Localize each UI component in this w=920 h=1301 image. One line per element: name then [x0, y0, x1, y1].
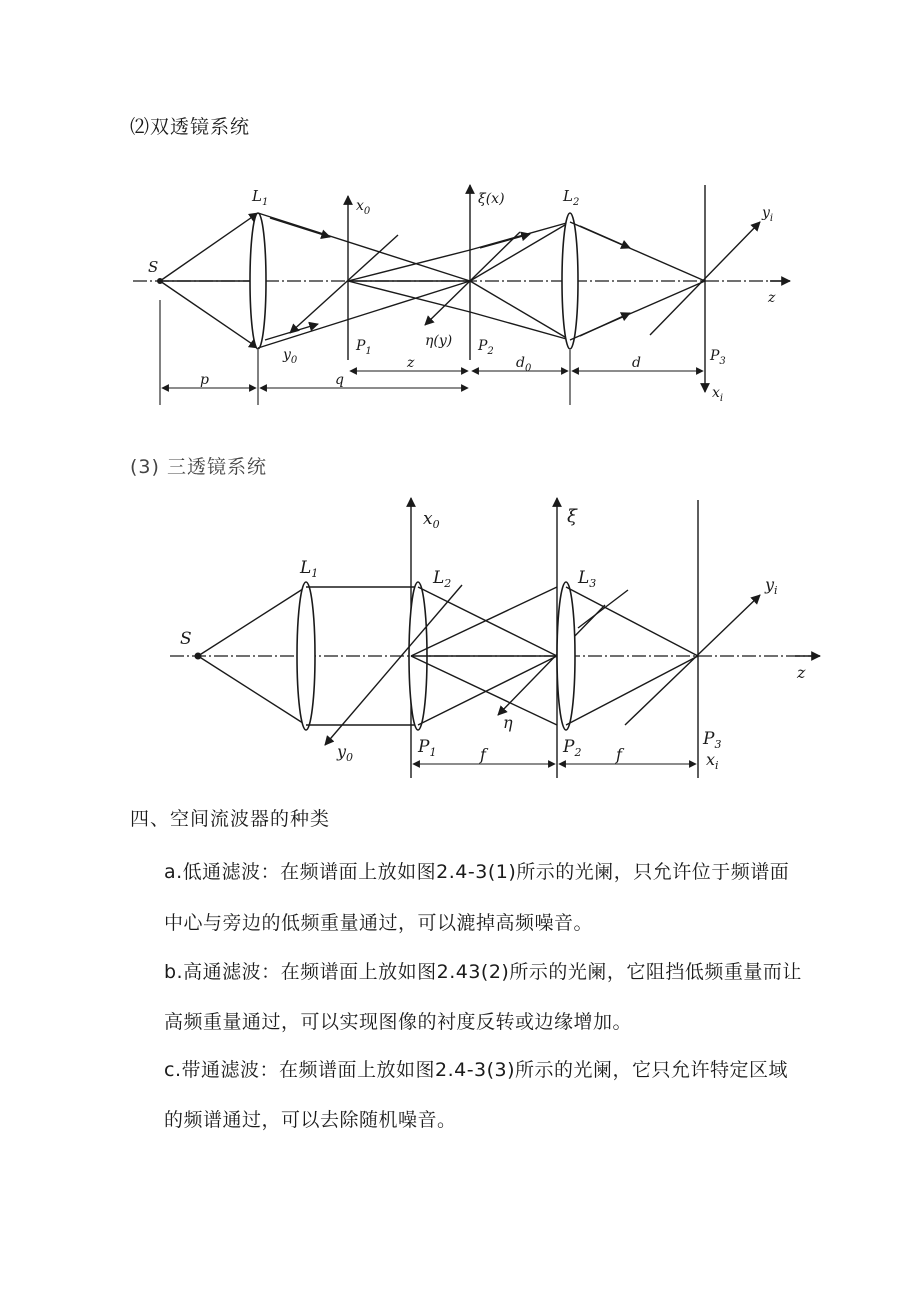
label-s: S [148, 258, 159, 276]
label-y0: $y_0$ [283, 347, 298, 366]
label-l2: $L_2$ [563, 187, 580, 208]
section-heading-filter-types: 四、空间流波器的种类 [130, 808, 331, 830]
label-p1: $P_1$ [356, 338, 372, 357]
label-xi-2: $x_i$ [706, 750, 719, 772]
label-p2-2: $P_2$ [563, 737, 582, 759]
label-p3-2: $P_3$ [703, 729, 722, 751]
lens-l1-2 [297, 582, 315, 730]
label-yi: $y_i$ [762, 205, 774, 224]
label-xi-x: ξ(x) [478, 191, 505, 207]
section-heading-triple-lens: (3) 三透镜系统 [130, 456, 267, 478]
label-eta: η [503, 713, 513, 732]
label-p2: $P_2$ [478, 338, 494, 357]
label-l2-2: $L_2$ [433, 568, 452, 590]
label-p3: $P_3$ [710, 348, 726, 367]
section-heading-double-lens: ⑵双透镜系统 [130, 116, 251, 138]
label-p-dist: p [200, 372, 209, 388]
label-d-dist: d [632, 355, 641, 371]
label-xi-top: ξ [567, 506, 577, 527]
label-l1: $L_1$ [252, 187, 269, 208]
filter-a-line1: a.低通滤波：在频谱面上放如图2.4-3(1)所示的光阑，只允许位于频谱面 [164, 861, 790, 883]
label-z-axis-2: z [797, 663, 806, 682]
label-y0-2: $y_0$ [337, 742, 354, 764]
label-f1: f [480, 745, 486, 764]
label-yi-2: $y_i$ [765, 575, 778, 597]
label-s-2: S [180, 629, 192, 649]
label-x0-2: $x_0$ [423, 509, 440, 531]
filter-b-line1: b.高通滤波：在频谱面上放如图2.43(2)所示的光阑，它阻挡低频重量而让 [164, 961, 802, 983]
filter-c-line1: c.带通滤波：在频谱面上放如图2.4-3(3)所示的光阑，它只允许特定区域 [164, 1059, 789, 1081]
filter-b-line2: 高频重量通过，可以实现图像的衬度反转或边缘增加。 [164, 1011, 633, 1033]
label-x0: $x_0$ [356, 198, 371, 217]
label-q-dist: q [335, 372, 344, 388]
label-l1-2: $L_1$ [300, 558, 319, 580]
label-xi: $x_i$ [712, 385, 724, 404]
label-p1-2: $P_1$ [418, 737, 437, 759]
label-z-axis: z [768, 290, 776, 306]
filter-c-line2: 的频谱通过，可以去除随机噪音。 [164, 1109, 457, 1131]
lens-l3 [557, 582, 575, 730]
label-z-dist: z [407, 355, 415, 371]
filter-a-line2: 中心与旁边的低频重量通过，可以漉掉高频噪音。 [164, 912, 594, 934]
label-l3: $L_3$ [578, 568, 597, 590]
label-f2: f [616, 745, 622, 764]
label-eta-y: η(y) [425, 333, 453, 349]
label-d0-dist: $d_0$ [516, 355, 532, 374]
